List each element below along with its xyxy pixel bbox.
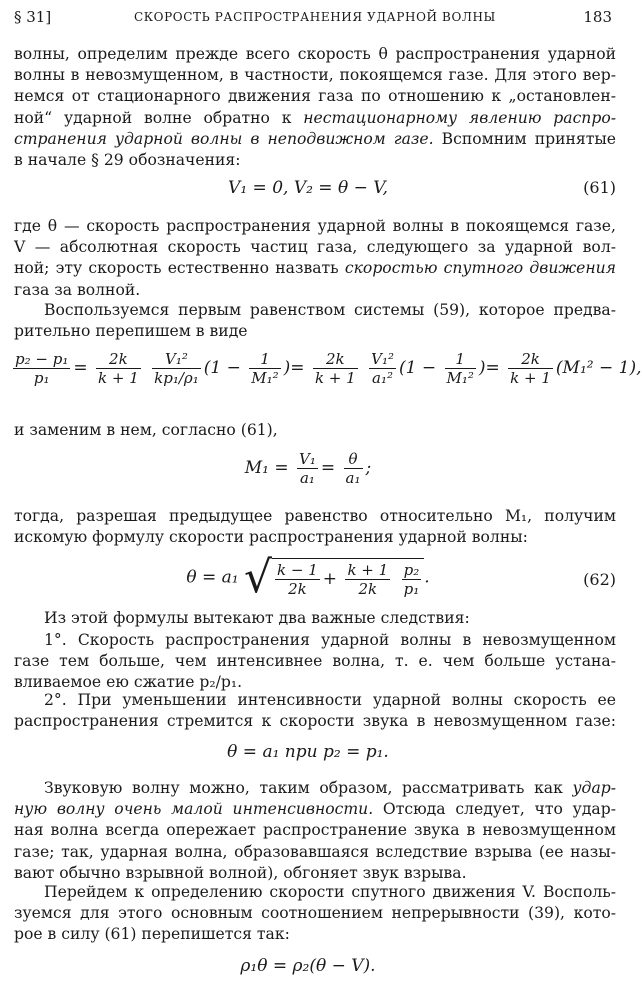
paragraph-3: Воспользуемся первым равенством системы (59), которое предва- рительно перепишем в виде: [14, 301, 616, 341]
equation-61: V₁ = 0, V₂ = θ − V, (61): [228, 178, 616, 198]
paragraph-1: волны, определим прежде всего скорость θ распространения ударной волны в невозмущенном, в частности, покоящемся газе. Для этого вер- немся от стационарного движения газа по отношению к „остановлен- ной“ ударной волне обратно к нестационарному явлению распро- странения ударной волны в неподвижном газе. Вспомним принятые в начале § 29 обозначения:: [14, 45, 616, 170]
paragraph-6: Из этой формулы вытекают два важные следствия:: [44, 609, 470, 627]
header-title: СКОРОСТЬ РАСПРОСТРАНЕНИЯ УДАРНОЙ ВОЛНЫ: [134, 10, 496, 24]
equation-mach: M₁ = $\frac{\text{V₁}}{\text{a₁}}$ = $\frac{\theta}{\text{a₁}}$ ;: [244, 450, 372, 487]
paragraph-8: 2°. При уменьшении интенсивности ударной волны скорость ее распространения стремится к скорости звука в невозмущенном газе:: [14, 691, 616, 731]
equation-pressure-ratio: $\frac{\text{p₂ − p₁}}{\text{p₁}}$ = $\frac{2k}{k + 1}$ $\frac{\text{V₁²}}{\text{kp₁/ρ₁}}$ (1 − $\frac{1}{\text{M₁²}}$ )= $\frac{2k}{k + 1}$ $\frac{\text{V₁²}}{\text{a₁²}}$ (1 − $\frac{1}{\text{M₁²}}$ )= $\frac{2k}{k + 1}$ (M₁² − 1),: [15, 350, 642, 387]
paragraph-2: где θ — скорость распространения ударной волны в покоящемся газе, V — абсолютная скорость частиц газа, следующего за ударной вол- ной; эту скорость естественно назвать скоростью спутного движения газа за волной.: [14, 217, 616, 299]
paragraph-9: Звуковую волну можно, таким образом, рассматривать как удар- ную волну очень малой интенсивности. Отсюда следует, что удар- ная волна всегда опережает распространение звука в невозмущенном газе; так, ударная волна, образовавшаяся вследствие взрыва (ее назы- вают обычно взрывной волной), обгоняет звук взрыва.: [14, 779, 616, 882]
running-header: [14, 6, 616, 32]
paragraph-5: тогда, разрешая предыдущее равенство относительно M₁, получим искомую формулу скорости распространения ударной волны:: [14, 507, 616, 547]
equation-limit: θ = a₁ при p₂ = p₁.: [227, 742, 389, 762]
section-ref: § 31]: [14, 8, 52, 26]
paragraph-10: Перейдем к определению скорости спутного движения V. Восполь- зуемся для этого основным соотношением непрерывности (39), кото- рое в силу (61) перепишется так:: [14, 883, 616, 944]
equation-number: (62): [583, 570, 616, 589]
paragraph-7: 1°. Скорость распространения ударной волны в невозмущенном газе тем больше, чем интенсивнее волна, т. е. чем больше устана- вливаемое ею сжатие p₂/p₁.: [14, 631, 616, 692]
equation-number: (61): [583, 178, 616, 197]
paragraph-4: и заменим в нем, согласно (61),: [14, 421, 278, 439]
page-number: 183: [583, 8, 612, 26]
equation-continuity: ρ₁θ = ρ₂(θ − V).: [240, 956, 376, 976]
equation-62: θ = a₁ √ $\frac{k - 1}{2k}$ + $\frac{k + 1}{2k}$ $\frac{\text{p₂}}{\text{p₁}}$ . (62): [186, 552, 616, 603]
